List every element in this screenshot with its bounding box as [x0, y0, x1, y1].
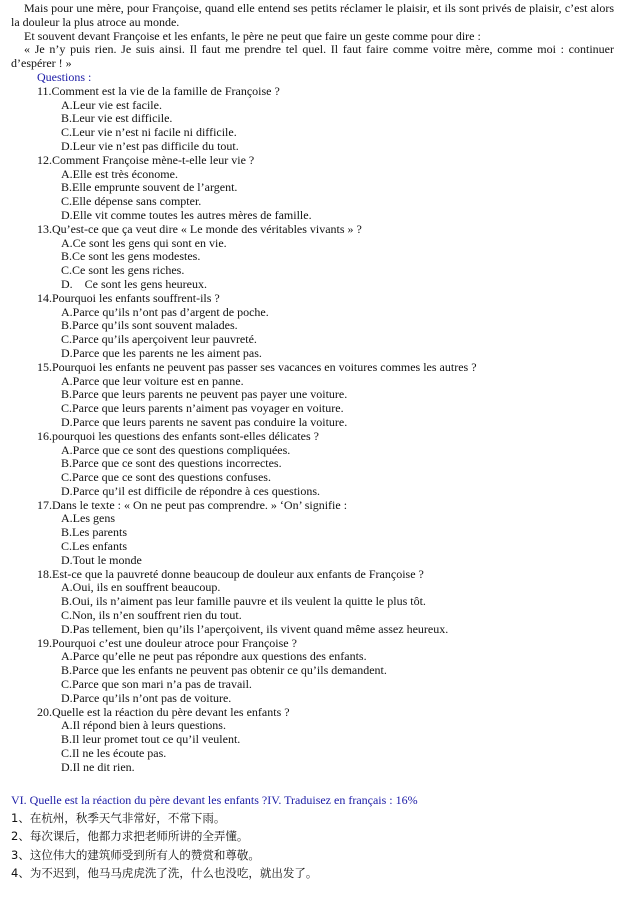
- answer-option: D.Il ne dit rien.: [61, 759, 135, 774]
- answer-option: A.Parce qu’ils n’ont pas d’argent de poche.: [61, 304, 269, 319]
- questions-list: [11, 85, 614, 775]
- question-text: 17.Dans le texte : « On ne peut pas comprendre. » ‘On’ signifie :: [37, 497, 348, 512]
- answer-option: C.Elle dépense sans compter.: [61, 194, 202, 209]
- answer-option: D.Parce que les parents ne les aiment pas.: [61, 345, 262, 360]
- question-text: 20.Quelle est la réaction du père devant les enfants ?: [37, 704, 290, 719]
- answer-option: C.Non, ils n’en souffrent rien du tout.: [61, 608, 242, 623]
- answer-option: D.Pas tellement, bien qu’ils l’aperçoivent, ils vivent quand même assez heureux.: [61, 621, 449, 636]
- answer-option: A.Parce que ce sont des questions compliquées.: [61, 442, 291, 457]
- answer-option: C.Parce qu’ils aperçoivent leur pauvreté.: [61, 332, 257, 347]
- answer-option: A.Parce que leur voiture est en panne.: [61, 373, 244, 388]
- answer-option: C.Leur vie n’est ni facile ni difficile.: [61, 125, 237, 140]
- question-text: 18.Est-ce que la pauvreté donne beaucoup de douleur aux enfants de Françoise ?: [37, 566, 424, 581]
- answer-option: C.Il ne les écoute pas.: [61, 746, 167, 761]
- answer-option: B.Parce qu’ils sont souvent malades.: [61, 318, 238, 333]
- answer-option: B.Oui, ils n’aiment pas leur famille pauvre et ils veulent la quitte le plus tôt.: [61, 594, 426, 609]
- question-text: 14.Pourquoi les enfants souffrent-ils ?: [37, 290, 220, 305]
- translation-item: 4、为不迟到，他马马虎虎洗了洗，什么也没吃，就出发了。: [11, 866, 318, 881]
- answer-option: C.Parce que leurs parents n’aiment pas voyager en voiture.: [61, 401, 344, 416]
- answer-option: B.Leur vie est difficile.: [61, 111, 173, 126]
- answer-option: C.Ce sont les gens riches.: [61, 263, 185, 278]
- answer-option: B.Il leur promet tout ce qu’il veulent.: [61, 732, 241, 747]
- answer-option: C.Les enfants: [61, 539, 127, 554]
- question-block: [11, 85, 614, 154]
- answer-option: B.Ce sont les gens modestes.: [61, 249, 201, 264]
- question-block: [11, 154, 614, 223]
- question-text: 16.pourquoi les questions des enfants sont-elles délicates ?: [37, 428, 319, 443]
- question-block: [11, 637, 614, 706]
- answer-option: C.Parce que son mari n’a pas de travail.: [61, 677, 252, 692]
- question-block: [11, 430, 614, 499]
- question-text: 13.Qu’est-ce que ça veut dire « Le monde des véritables vivants » ?: [37, 221, 362, 236]
- translation-item: 1、在杭州，秋季天气非常好，不常下雨。: [11, 810, 226, 825]
- question-block: [11, 292, 614, 361]
- question-block: [11, 361, 614, 430]
- answer-option: B.Parce que les enfants ne peuvent pas obtenir ce qu’ils demandent.: [61, 663, 387, 678]
- answer-option: C.Parce que ce sont des questions confuses.: [61, 470, 271, 485]
- answer-option: A.Parce qu’elle ne peut pas répondre aux questions des enfants.: [61, 649, 367, 664]
- answer-option: A.Ce sont les gens qui sont en vie.: [61, 235, 227, 250]
- question-text: 11.Comment est la vie de la famille de Françoise ?: [37, 83, 280, 98]
- answer-option: D.Parce qu’ils n’ont pas de voiture.: [61, 690, 232, 705]
- answer-option: A.Elle est très économe.: [61, 166, 178, 181]
- question-block: [11, 223, 614, 292]
- questions-heading: Questions :: [37, 69, 92, 84]
- question-block: [11, 706, 614, 775]
- passage-paragraph: « Je n’y puis rien. Je suis ainsi. Il faut me prendre tel quel. Il faut faire comme voitre mère, comme moi : continuer d’espérer ! »: [11, 42, 614, 71]
- answer-option: A.Il répond bien à leurs questions.: [61, 718, 226, 733]
- answer-option: B.Parce que leurs parents ne peuvent pas payer une voiture.: [61, 387, 348, 402]
- translation-section: [11, 791, 614, 883]
- reading-passage: [11, 2, 614, 71]
- passage-paragraph: Et souvent devant Françoise et les enfants, le père ne peut que faire un geste comme pour dire :: [24, 28, 481, 43]
- question-block: [11, 568, 614, 637]
- answer-option: A.Leur vie est facile.: [61, 97, 162, 112]
- answer-option: D.Tout le monde: [61, 552, 142, 567]
- question-block: [11, 499, 614, 568]
- answer-option: D.Leur vie n’est pas difficile du tout.: [61, 138, 239, 153]
- answer-option: B.Elle emprunte souvent de l’argent.: [61, 180, 238, 195]
- answer-option: D. Ce sont les gens heureux.: [61, 276, 207, 291]
- question-text: 12.Comment Françoise mène-t-elle leur vie ?: [37, 152, 255, 167]
- answer-option: D.Elle vit comme toutes les autres mères de famille.: [61, 207, 312, 222]
- answer-option: B.Les parents: [61, 525, 127, 540]
- question-text: 19.Pourquoi c’est une douleur atroce pour Françoise ?: [37, 635, 297, 650]
- answer-option: B.Parce que ce sont des questions incorrectes.: [61, 456, 282, 471]
- answer-option: A.Oui, ils en souffrent beaucoup.: [61, 580, 221, 595]
- answer-option: D.Parce qu’il est difficile de répondre à ces questions.: [61, 483, 321, 498]
- translation-item: 2、每次课后，他都力求把老师所讲的全弄懂。: [11, 829, 249, 844]
- answer-option: A.Les gens: [61, 511, 115, 526]
- question-text: 15.Pourquoi les enfants ne peuvent pas passer ses vacances en voitures commes les autres ?: [37, 359, 477, 374]
- translation-item: 3、这位伟大的建筑师受到所有人的赞赏和尊敬。: [11, 847, 260, 862]
- answer-option: D.Parce que leurs parents ne savent pas conduire la voiture.: [61, 414, 348, 429]
- passage-paragraph: Mais pour une mère, pour Françoise, quand elle entend ses petits réclamer le plaisir, et ils sont privés de plaisir, c’est alors la douleur la plus atroce au monde.: [11, 1, 614, 29]
- section-title: VI. Quelle est la réaction du père devant les enfants ?IV. Traduisez en français : 16%: [11, 792, 418, 807]
